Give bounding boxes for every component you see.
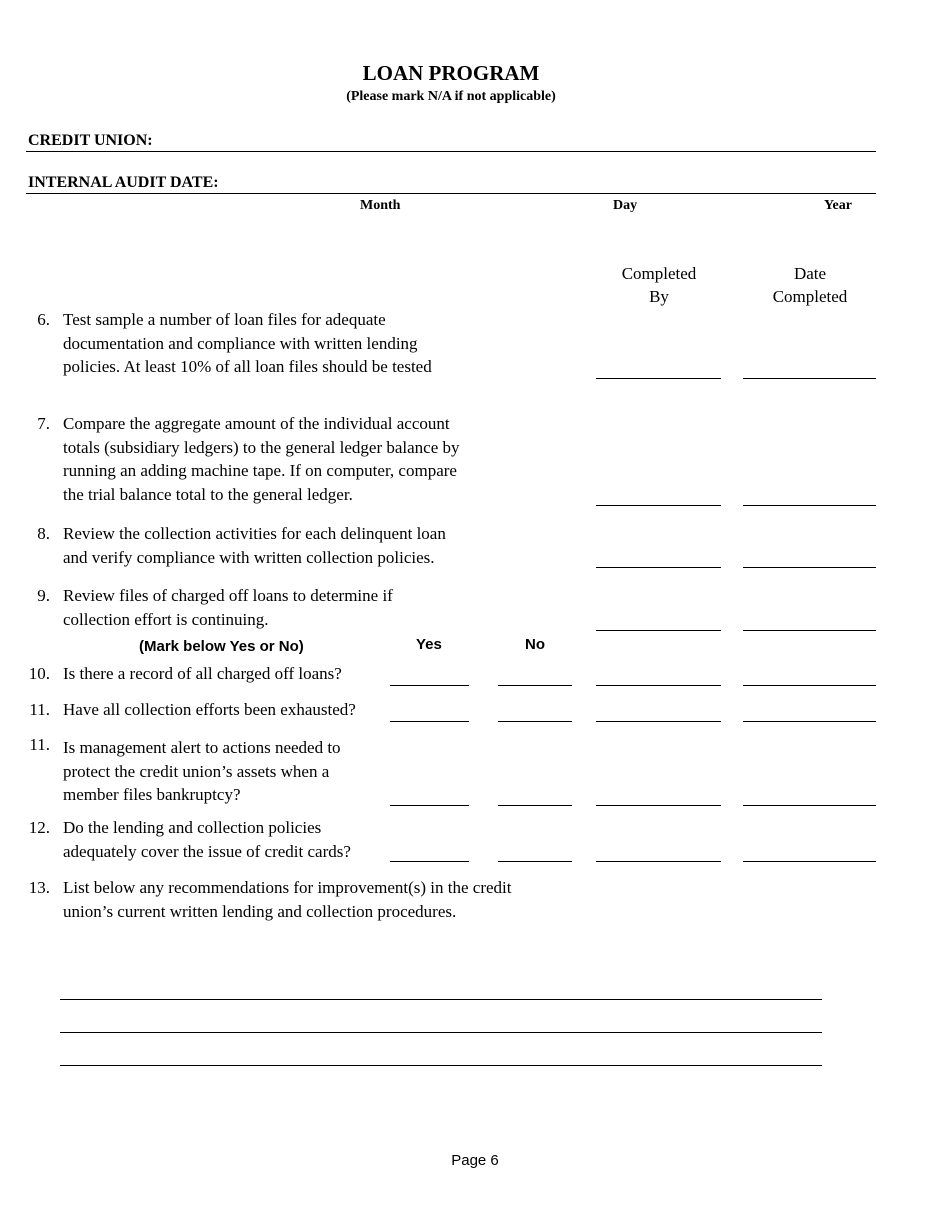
no-field[interactable] xyxy=(498,805,572,806)
completed-by-field[interactable] xyxy=(596,567,721,568)
yes-field[interactable] xyxy=(390,685,469,686)
no-column-header: No xyxy=(525,636,545,653)
completed-by-field[interactable] xyxy=(596,805,721,806)
date-completed-header xyxy=(744,262,876,308)
list-item xyxy=(63,662,342,686)
no-field[interactable] xyxy=(498,685,572,686)
page-subtitle: (Please mark N/A if not applicable) xyxy=(346,89,556,104)
list-item xyxy=(63,584,496,631)
audit-date-label: INTERNAL AUDIT DATE: xyxy=(28,174,219,191)
item-number: 6. xyxy=(37,310,50,329)
item-line: union’s current written lending and collection procedures. xyxy=(63,901,457,921)
list-item xyxy=(63,698,356,722)
item-line: Test sample a number of loan files for adequate xyxy=(63,310,386,329)
item-line: member files bankruptcy? xyxy=(63,785,241,804)
item-number: 11. xyxy=(29,735,50,754)
item-line: Review the collection activities for each delinquent loan xyxy=(63,524,446,543)
credit-union-field[interactable] xyxy=(26,151,876,152)
list-item xyxy=(63,522,446,569)
item-number: 10. xyxy=(28,664,50,683)
item-number: 9. xyxy=(37,586,50,605)
item-number: 11. xyxy=(29,700,50,719)
item-line: adequately cover the issue of credit cards? xyxy=(63,841,351,861)
item-line: Review files of charged off loans to determine if xyxy=(63,586,393,605)
year-label: Year xyxy=(824,198,852,213)
list-item xyxy=(63,308,432,379)
date-completed-field[interactable] xyxy=(743,378,876,379)
yes-field[interactable] xyxy=(390,861,469,862)
list-item xyxy=(63,412,460,506)
completed-by-header-line2: By xyxy=(649,287,669,306)
item-line: Compare the aggregate amount of the individual account xyxy=(63,414,450,433)
item-line: List below any recommendations for improvement(s) in the credit xyxy=(63,878,512,897)
no-field[interactable] xyxy=(498,721,572,722)
completed-by-field[interactable] xyxy=(596,505,721,506)
item-number: 13. xyxy=(28,878,50,897)
list-item xyxy=(63,816,351,863)
completed-by-field[interactable] xyxy=(596,721,721,722)
date-completed-header-line2: Completed xyxy=(772,287,848,306)
item-line: and verify compliance with written collection policies. xyxy=(63,547,435,567)
completed-by-field[interactable] xyxy=(596,378,721,379)
yes-field[interactable] xyxy=(390,805,469,806)
completed-by-header xyxy=(598,262,720,308)
page-title: LOAN PROGRAM xyxy=(362,61,540,85)
date-completed-header-line1: Date xyxy=(793,264,827,283)
no-field[interactable] xyxy=(498,861,572,862)
month-label: Month xyxy=(360,198,401,213)
completed-by-header-line1: Completed xyxy=(621,264,697,283)
yes-column-header: Yes xyxy=(416,636,442,653)
recommendation-line[interactable] xyxy=(60,1032,822,1033)
item-line: Is management alert to actions needed to xyxy=(63,738,341,757)
date-completed-field[interactable] xyxy=(743,685,876,686)
completed-by-field[interactable] xyxy=(596,630,721,631)
list-item xyxy=(63,876,511,923)
item-line: protect the credit union’s assets when a xyxy=(63,761,330,781)
audit-date-field[interactable] xyxy=(26,193,876,194)
credit-union-label: CREDIT UNION: xyxy=(28,132,153,149)
date-completed-field[interactable] xyxy=(743,630,876,631)
item-line: Have all collection efforts been exhausted? xyxy=(63,700,356,719)
day-label: Day xyxy=(613,198,638,213)
item-number: 7. xyxy=(37,414,50,433)
item-line: totals (subsidiary ledgers) to the general ledger balance by xyxy=(63,437,460,457)
completed-by-field[interactable] xyxy=(596,861,721,862)
recommendation-line[interactable] xyxy=(60,1065,822,1066)
item-number: 8. xyxy=(37,524,50,543)
item-line: Is there a record of all charged off loans? xyxy=(63,664,342,683)
date-completed-field[interactable] xyxy=(743,861,876,862)
list-item xyxy=(63,736,341,807)
page-number: Page 6 xyxy=(451,1152,499,1169)
date-completed-field[interactable] xyxy=(743,805,876,806)
date-completed-field[interactable] xyxy=(743,505,876,506)
item-line: collection effort is continuing. xyxy=(63,609,269,629)
completed-by-field[interactable] xyxy=(596,685,721,686)
date-completed-field[interactable] xyxy=(743,721,876,722)
item-number: 12. xyxy=(28,818,50,837)
item-line: running an adding machine tape. If on computer, compare xyxy=(63,461,457,480)
recommendation-line[interactable] xyxy=(60,999,822,1000)
item-line: Do the lending and collection policies xyxy=(63,818,322,837)
item-line: policies. At least 10% of all loan files should be tested xyxy=(63,357,432,376)
yes-field[interactable] xyxy=(390,721,469,722)
item-line: the trial balance total to the general ledger. xyxy=(63,484,353,504)
item-line: documentation and compliance with written lending xyxy=(63,333,418,353)
yes-no-instruction: (Mark below Yes or No) xyxy=(139,638,304,655)
date-completed-field[interactable] xyxy=(743,567,876,568)
